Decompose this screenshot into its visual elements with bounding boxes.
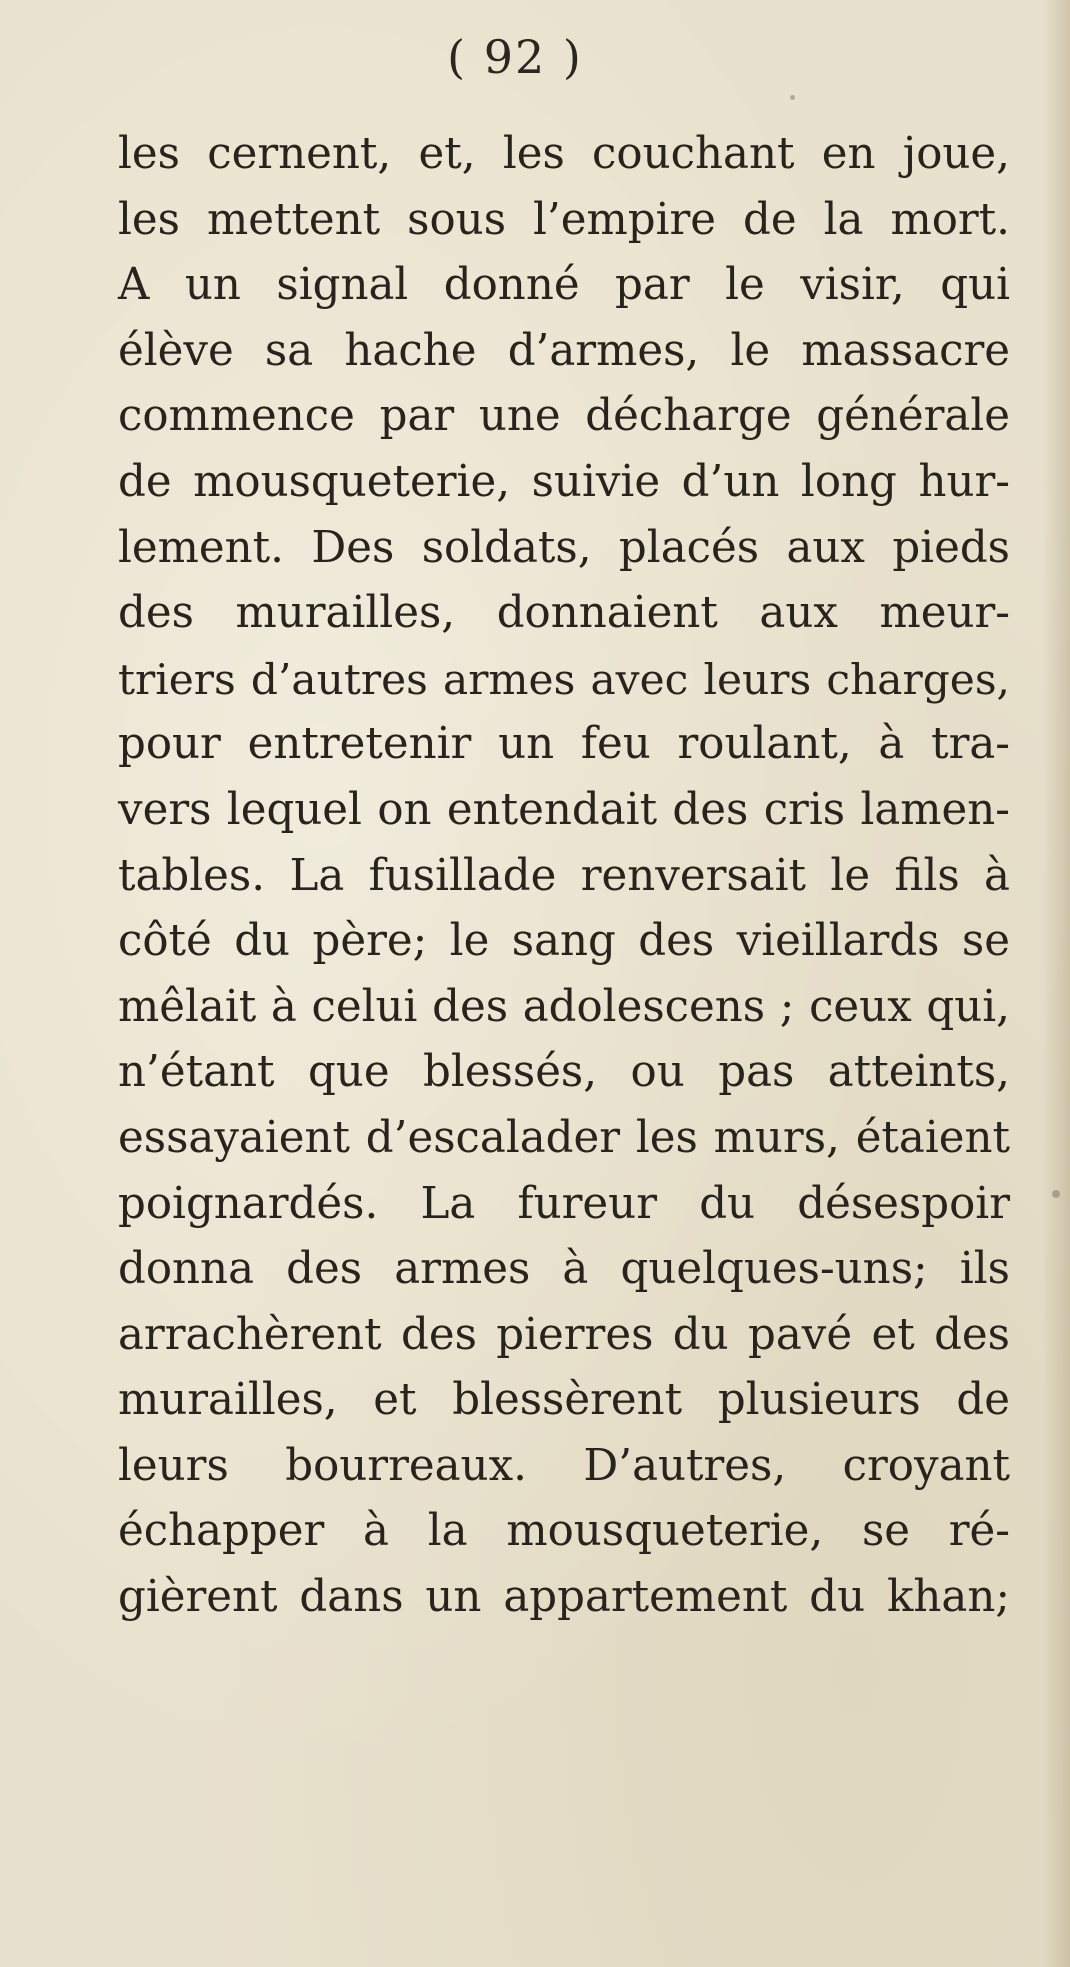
text-line: échapper à la mousqueterie, se ré- (118, 1506, 1010, 1557)
page-edge-shadow (1042, 0, 1070, 1967)
text-line: mêlait à celui des adolescens ; ceux qui, (118, 981, 1010, 1032)
text-line: élève sa hache d’armes, le massacre (118, 325, 1010, 376)
text-line: les mettent sous l’empire de la mort. (118, 194, 1010, 245)
text-line: côté du père; le sang des vieillards se (118, 916, 1010, 967)
text-line: pour entretenir un feu roulant, à tra- (118, 719, 1010, 770)
text-line: arrachèrent des pierres du pavé et des (118, 1309, 1010, 1360)
text-line: essayaient d’escalader les murs, étaient (118, 1112, 1010, 1163)
paper-speck (790, 95, 795, 100)
text-line: lement. Des soldats, placés aux pieds (118, 522, 1010, 573)
text-line: commence par une décharge générale (118, 391, 1010, 442)
body-text (118, 122, 1010, 1631)
page-number: ( 92 ) (447, 30, 583, 84)
text-line: leurs bourreaux. D’autres, croyant (118, 1440, 1010, 1491)
paper-speck (455, 355, 462, 364)
text-line: gièrent dans un appartement du khan; (118, 1572, 1010, 1623)
text-line: donna des armes à quelques-uns; ils (118, 1244, 1010, 1295)
text-line: des murailles, donnaient aux meur- (118, 588, 1010, 639)
text-line: A un signal donné par le visir, qui (118, 260, 1010, 311)
text-line: vers lequel on entendait des cris lamen- (118, 784, 1010, 835)
text-line: de mousqueterie, suivie d’un long hur- (118, 456, 1010, 507)
text-line: murailles, et blessèrent plusieurs de (118, 1375, 1010, 1426)
text-line: tables. La fusillade renversait le fils à (118, 850, 1010, 901)
text-line: poignardés. La fureur du désespoir (118, 1178, 1010, 1229)
text-line: les cernent, et, les couchant en joue, (118, 129, 1010, 179)
text-line: n’étant que blessés, ou pas atteints, (118, 1047, 1010, 1098)
text-line: triers d’autres armes avec leurs charges, (118, 654, 1010, 704)
paper-speck (1052, 1190, 1060, 1198)
